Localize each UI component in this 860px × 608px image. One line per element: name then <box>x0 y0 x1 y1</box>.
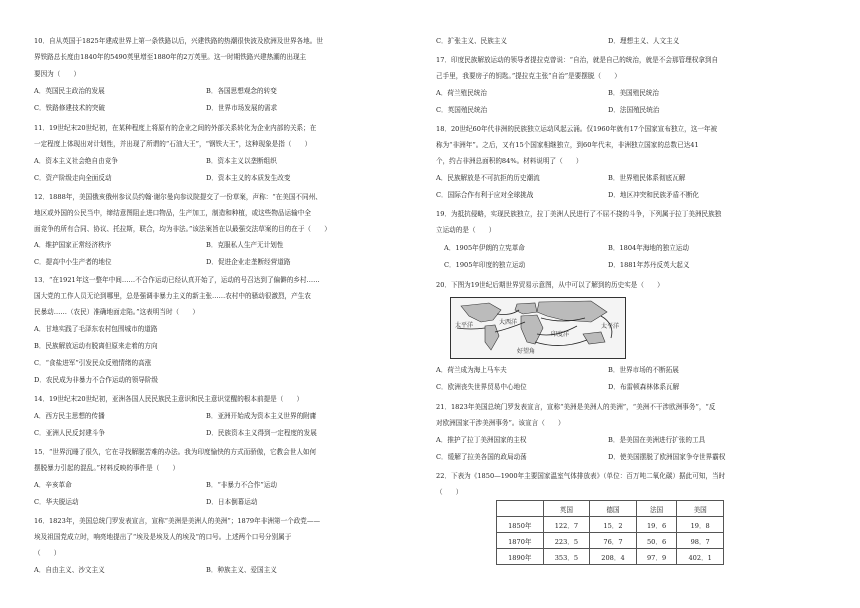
q20-option-b: B．世界市场的不断拓展 <box>608 366 679 374</box>
q21-line-2: 对欧洲国家干涉美洲事务”。该宣言（ ） <box>436 419 565 427</box>
table-header-cell: 英国 <box>543 501 590 517</box>
q18-line-1: 18．20世纪60年代非洲的民族独立运动风起云涌。仅1960年就有17个国家宣布独立，这一年被 <box>436 125 718 133</box>
map-label-atlantic: 大西洋 <box>499 319 518 326</box>
q19-option-a: A．1905年伊朗的立宪革命 <box>444 244 525 252</box>
q15-line-2: 摆脱暴力引起的混乱。”材料反映的事件是（ ） <box>34 464 180 472</box>
q17-option-a: A．荷兰殖民统治 <box>436 89 487 97</box>
q12-option-c: C．提高中小生产者的地位 <box>34 258 112 266</box>
q18-option-c: C．国际合作有利于应对全球挑战 <box>436 191 534 199</box>
q21-line-1: 21．1823年美国总统门罗发表宣言，宣称“美洲是美洲人的美洲”，“美洲不干涉欧洲事务”，“反 <box>436 403 716 411</box>
q15-option-d: D．日本倒幕运动 <box>206 498 258 506</box>
q21-option-a: A．推护了拉丁美洲国家的主权 <box>436 436 527 444</box>
q17-option-c: C．英国殖民统治 <box>436 106 488 114</box>
q14-option-b: B．亚洲开始成为资本主义世界的附庸 <box>206 412 317 420</box>
q10-option-c: C．铁路修建技术的突破 <box>34 104 105 112</box>
q22-line-1: 22．下表为《1850—1900年主要国家温室气体排放表》（单位：百万吨二氧化碳）据此可知，当时 <box>436 472 726 480</box>
table-header-cell: 德国 <box>590 501 637 517</box>
q20-option-a: A．荷兰成为海上马车夫 <box>436 366 507 374</box>
world-map-graphic <box>451 298 625 358</box>
q12-line-1: 12．1888年，美国俄亥俄州参议员约翰·谢尔曼向参议院提交了一份草案，声称：“在美国不同州、 <box>34 193 322 201</box>
q11-option-b: B．资本主义以垄断组织 <box>206 157 277 165</box>
q20-line-1: 20．下图为19世纪后期世界贸易示意图，从中可以了解到的历史实是（ ） <box>436 281 664 289</box>
q11-option-c: C．资产阶级走向全面反动 <box>34 174 112 182</box>
q16-line-2: 埃及祖国党成立时，响亮地提出了“埃及是埃及人的埃及”的口号。上述两个口号分别属于 <box>34 533 292 541</box>
q11-line-1: 11．19世纪末20世纪初，在某种程度上将原有的企业之间的外部关系转化为企业内部的关系；在 <box>34 124 317 132</box>
map-label-cape-of-good-hope: 好望角 <box>517 348 536 355</box>
q20-option-c: C．欧洲丧失世界贸易中心地位 <box>436 383 527 391</box>
q16-line-1: 16．1823年，美国总统门罗发表宣言，宣称“美洲是美洲人的美洲”；1879年非洲第一个政党—— <box>34 517 321 525</box>
q12-option-b: B．克服私人生产无计划性 <box>206 241 284 249</box>
trade-map <box>450 297 626 359</box>
table-header-row <box>497 501 724 517</box>
q13-option-d: D．农民成为非暴力不合作运动的领导阶级 <box>34 376 158 384</box>
q12-option-d: D．促进企业走垄断经营道路 <box>206 258 291 266</box>
map-label-pacific-east: 太平洋 <box>601 323 620 330</box>
table-cell: 1890年 <box>497 549 544 565</box>
q17-option-d: D．法国殖民统治 <box>608 106 660 114</box>
q16-line-3: （ ） <box>34 549 61 557</box>
table-cell: 76．7 <box>590 533 637 549</box>
q18-option-b: B．世界殖民体系彻底瓦解 <box>608 174 686 182</box>
table-cell: 15．2 <box>590 517 637 533</box>
q13-line-1: 13．“在1921年这一整年中间……不合作运动已经认真开始了，运动的号召达到了偏僻的乡村…… <box>34 276 320 284</box>
q15-option-a: A．辛亥革命 <box>34 481 72 489</box>
q10-line-1: 10．自从英国于1825年建成世界上第一条铁路以后，兴建铁路的热潮很快波及欧洲及世界各地。世 <box>34 37 323 45</box>
q18-line-3: 个，约占非洲总面积的84%。材料说明了（ ） <box>436 157 583 165</box>
table-row <box>497 517 724 533</box>
q12-line-2: 地区或外国的公民当中，缔结意图阻止进口物品，生产加工，制造和种植，或这些物品运输中全 <box>34 209 311 217</box>
q15-option-c: C．华夫脱运动 <box>34 498 79 506</box>
table-cell: 353．5 <box>543 549 590 565</box>
q22-line-2: （ ） <box>436 488 463 496</box>
q21-option-b: B．是美国在美洲进行扩张的工具 <box>608 436 706 444</box>
q21-option-d: D．使美国摆脱了欧洲国家争夺世界霸权 <box>608 453 726 461</box>
q15-option-b: B．“非暴力不合作”运动 <box>206 481 277 489</box>
table-cell: 1850年 <box>497 517 544 533</box>
table-cell: 19．6 <box>636 517 677 533</box>
emissions-table <box>496 500 724 565</box>
q14-option-d: D．民族资本主义得到一定程度的发展 <box>206 429 317 437</box>
q17-line-2: 己手里，我要房子的钥匙。”提拉克主张“自治”是要摆脱（ ） <box>436 72 621 80</box>
q19-option-b: B．1804年海地的独立运动 <box>608 244 689 252</box>
q19-option-d: D．1881年苏丹反英大起义 <box>608 261 690 269</box>
q12-option-a: A．维护国家正常经济秩序 <box>34 241 112 249</box>
q13-option-a: A．甘地实践了毛泽东农村包围城市的道路 <box>34 325 158 333</box>
table-header-cell: 美国 <box>677 501 724 517</box>
q11-option-a: A．资本主义社会绝自由竞争 <box>34 157 118 165</box>
table-cell: 50．6 <box>636 533 677 549</box>
q13-line-2: 国大党的工作人员无论到哪里，总是强调非暴力主义的新主张……农村中的骚动很激烈，产生农 <box>34 292 311 300</box>
q10-option-d: D．世界市场发展的需求 <box>206 104 278 112</box>
table-cell: 122．7 <box>543 517 590 533</box>
table-cell: 223．5 <box>543 533 590 549</box>
q13-option-b: B．民族解放运动有脱离但原来走着的方向 <box>34 342 158 350</box>
q10-option-a: A．英国民主政治的发展 <box>34 87 105 95</box>
q18-option-d: D．地区冲突和民族矛盾不断化 <box>608 191 700 199</box>
q10-option-b: B．各国思想观念的转变 <box>206 87 277 95</box>
q19-option-c: C．1905年印度的独立运动 <box>444 261 526 269</box>
q19-line-2: 立运动的是（ ） <box>436 226 496 234</box>
q16-option-c: C．扩张主义、民族主义 <box>436 37 507 45</box>
q14-option-c: C．亚洲人民反封建斗争 <box>34 429 105 437</box>
table-header-cell <box>497 501 544 517</box>
q13-option-c: C．“食盐进军”引发民众反殖情绪的高涨 <box>34 359 152 367</box>
q16-option-a: A．自由主义、沙文主义 <box>34 566 105 574</box>
q14-line-1: 14．19世纪末20世纪初，亚洲各国人民民族民主意识和民主意识觉醒的根本前提是（ ） <box>34 395 304 403</box>
table-cell: 97．9 <box>636 549 677 565</box>
q20-option-d: D．布雷顿森林体系瓦解 <box>608 383 680 391</box>
q19-line-1: 19．为抵抗侵略，实现民族独立，拉丁美洲人民进行了不屈不挠的斗争，下列属于拉丁美洲民族独 <box>436 210 722 218</box>
q11-line-2: 一定程度上体现出对计划性，并出现了所谓的“石油大王”，“钢铁大王”，这种现象是指（ ） <box>34 140 312 148</box>
table-header-cell: 法国 <box>636 501 677 517</box>
q11-option-d: D．资本主义的本质发生改变 <box>206 174 291 182</box>
table-cell: 402．1 <box>677 549 724 565</box>
table-row <box>497 533 724 549</box>
q17-line-1: 17．印度民族解放运动的领导者提拉克曾说：“自治，就是自己的统治，就是不会那管理权拿到自 <box>436 56 719 64</box>
q13-line-3: 民暴动……（农民）准确地面走陷。”这表明当时（ ） <box>34 308 199 316</box>
q21-option-c: C．缓解了拉美各国的政局动荡 <box>436 453 527 461</box>
table-cell: 98．7 <box>677 533 724 549</box>
q16-option-b: B．种族主义、爱国主义 <box>206 566 277 574</box>
q12-line-3: 面竞争的所有合同、协议、托拉斯，联合，均为非法。”该法案旨在以最强交法草案的目的在于（ ） <box>34 225 331 233</box>
q15-line-1: 15．“世界沉睡了很久，它在寻找解脱苦难的办法。我为印度愉快的方式而骄傲，它教会世人如何 <box>34 448 317 456</box>
map-label-pacific-west: 太平洋 <box>455 322 474 329</box>
q10-line-3: 要因为（ ） <box>34 70 81 78</box>
map-label-indian-ocean: 印度洋 <box>551 331 570 338</box>
table-cell: 208．4 <box>590 549 637 565</box>
table-cell: 19．8 <box>677 517 724 533</box>
q17-option-b: B．美国殖民统治 <box>608 89 660 97</box>
q18-option-a: A．民族解放是不可抗拒的历史潮流 <box>436 174 540 182</box>
q18-line-2: 称为“非洲年”。之后，又有15个国家相继独立，到60年代末，非洲独立国家的总数已达41 <box>436 141 699 149</box>
table-row <box>497 549 724 565</box>
q10-line-2: 界铁路总长度由1840年的5490英里增至1880年的2万英里。这一时期铁路兴建热潮的出现主 <box>34 53 307 61</box>
table-cell: 1870年 <box>497 533 544 549</box>
q16-option-d: D．理想主义、人文主义 <box>608 37 680 45</box>
q14-option-a: A．西方民主思想的传播 <box>34 412 105 420</box>
